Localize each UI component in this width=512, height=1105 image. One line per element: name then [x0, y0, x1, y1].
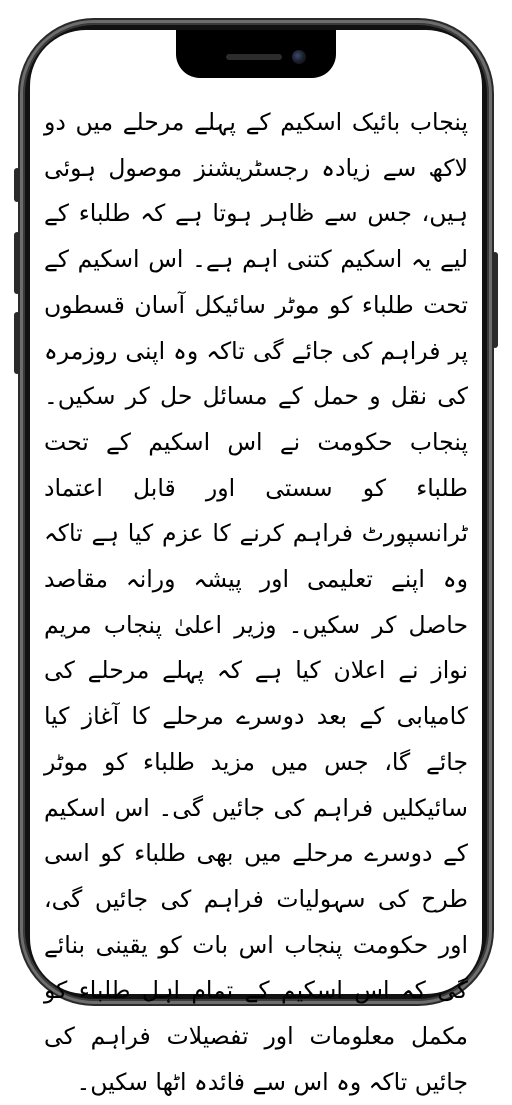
front-camera-icon	[292, 50, 306, 64]
earpiece-speaker-icon	[226, 54, 282, 60]
notch	[176, 30, 336, 78]
power-button	[492, 252, 498, 348]
phone-screen[interactable]	[30, 30, 482, 1096]
article-text: پنجاب بائیک اسکیم کے پہلے مرحلے میں دو لاکھ سے زیادہ رجسٹریشنز موصول ہوئی ہیں، جس سے ظاہر ہوتا ہے کہ طلباء کے لیے یہ اسکیم کتنی اہم ہے۔ اس اسکیم کے تحت طلباء کو موٹر سائیکل آسان قسطوں پر فراہم کی جائے گی تاکہ وہ اپنی روزمرہ کی نقل و حمل کے مسائل حل کر سکیں۔ پنجاب حکومت نے اس اسکیم کے تحت طلباء کو سستی اور قابل اعتماد ٹرانسپورٹ فراہم کرنے کا عزم کیا ہے تاکہ وہ اپنے تعلیمی اور پیشہ ورانہ مقاصد حاصل کر سکیں۔ وزیر اعلیٰ پنجاب مریم نواز نے اعلان کیا ہے کہ پہلے مرحلے کی کامیابی کے بعد دوسرے مرحلے کا آغاز کیا جائے گا، جس میں مزید طلباء کو موٹر سائیکلیں فراہم کی جائیں گی۔ اس اسکیم کے دوسرے مرحلے میں بھی طلباء کو اسی طرح کی سہولیات فراہم کی جائیں گی، اور حکومت پنجاب اس بات کو یقینی بنائے گی کہ اس اسکیم کے تمام اہل طلباء کو مکمل معلومات اور تفصیلات فراہم کی جائیں تاکہ وہ اس سے فائدہ اٹھا سکیں۔	[44, 108, 468, 1096]
